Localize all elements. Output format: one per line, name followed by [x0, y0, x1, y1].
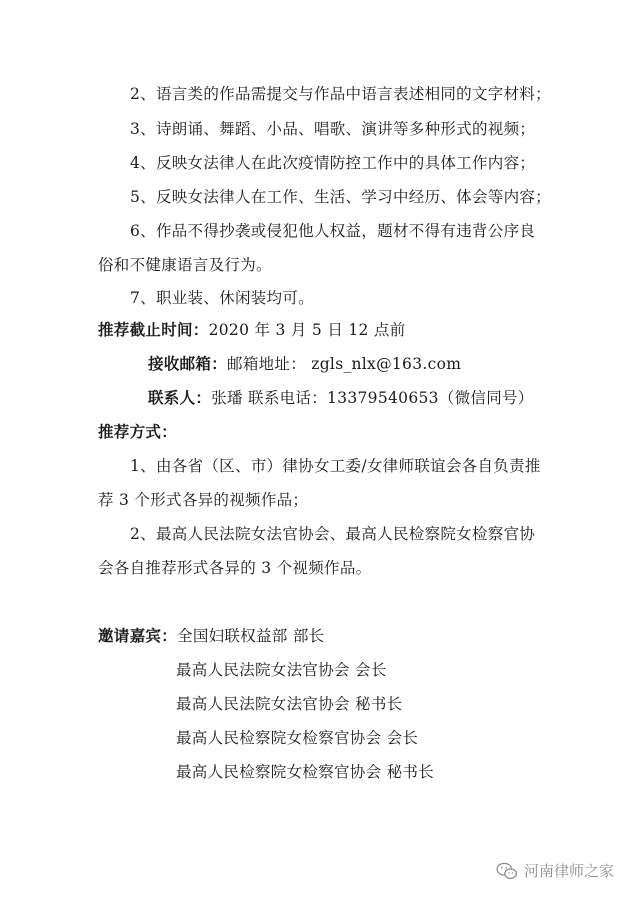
- method-item-1-line2: 荐 3 个形式各异的视频作品；: [98, 491, 309, 509]
- requirement-item-3: 3、诗朗诵、舞蹈、小品、唱歌、演讲等多种形式的视频；: [130, 120, 536, 138]
- method-label: 推荐方式：: [98, 423, 178, 441]
- deadline-value: 2020 年 3 月 5 日 12 点前: [208, 321, 406, 339]
- watermark-text: 河南律师之家: [524, 862, 615, 880]
- requirement-item-6-line1: 6、作品不得抄袭或侵犯他人权益，题材不得有违背公序良: [130, 222, 536, 240]
- wechat-icon: [496, 862, 518, 880]
- contact-row: [148, 388, 534, 408]
- guest-item: 最高人民检察院女检察官协会 会长: [176, 729, 419, 747]
- method-item-1-line1: 1、由各省（区、市）律协女工委/女律师联谊会各自负责推: [130, 457, 541, 475]
- method-item-2-line2: 会各自推荐形式各异的 3 个视频作品。: [98, 559, 372, 577]
- guest-item: 全国妇联权益部 部长: [177, 627, 325, 645]
- deadline-row: [98, 320, 406, 340]
- requirement-item-6-line2: 俗和不健康语言及行为。: [98, 256, 272, 274]
- guests-label: 邀请嘉宾：: [98, 627, 178, 645]
- requirement-item-5: 5、反映女法律人在工作、生活、学习中经历、体会等内容；: [130, 188, 551, 206]
- guests-row-0: [98, 626, 324, 646]
- deadline-label: 推荐截止时间：: [98, 321, 209, 339]
- contact-value: 张璠 联系电话：13379540653（微信同号）: [211, 389, 534, 407]
- watermark: [496, 860, 614, 881]
- guest-item: 最高人民法院女法官协会 秘书长: [176, 695, 403, 713]
- email-label: 接收邮箱：: [148, 355, 228, 373]
- requirement-item-7: 7、职业装、休闲装均可。: [130, 289, 314, 307]
- guest-item: 最高人民检察院女检察官协会 秘书长: [176, 763, 435, 781]
- email-row: [148, 354, 461, 374]
- guest-item: 最高人民法院女法官协会 会长: [176, 661, 387, 679]
- requirement-item-2: 2、语言类的作品需提交与作品中语言表述相同的文字材料；: [130, 85, 551, 103]
- method-item-2-line1: 2、最高人民法院女法官协会、最高人民检察院女检察官协: [130, 525, 536, 543]
- email-value: 邮箱地址： zgls_nlx@163.com: [227, 355, 462, 373]
- contact-label: 联系人：: [148, 389, 212, 407]
- requirement-item-4: 4、反映女法律人在此次疫情防控工作中的具体工作内容；: [130, 154, 536, 172]
